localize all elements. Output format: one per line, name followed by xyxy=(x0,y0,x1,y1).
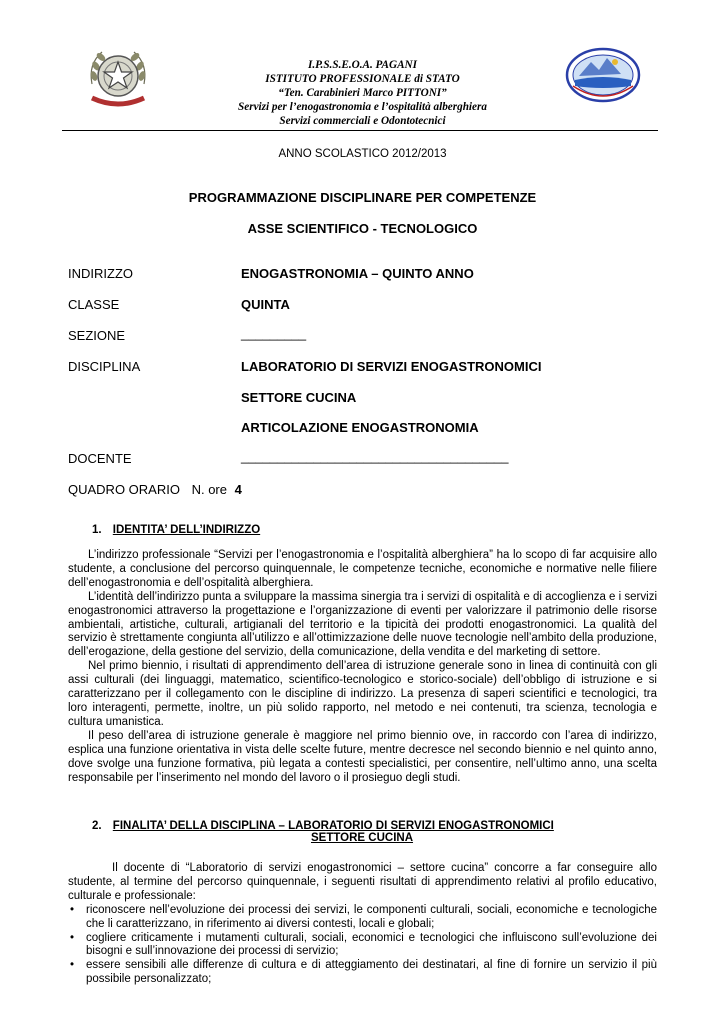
bullet-icon: • xyxy=(70,959,75,972)
section-1-number: 1. xyxy=(92,524,102,536)
section-1-heading xyxy=(92,524,260,536)
section-2-title: FINALITA’ DELLA DISCIPLINA – LABORATORIO DI SERVIZI ENOGASTRONOMICI xyxy=(112,820,554,832)
classe-value: QUINTA xyxy=(241,297,290,312)
header-rule xyxy=(62,130,658,131)
document-subtitle: ASSE SCIENTIFICO - TECNOLOGICO xyxy=(247,221,478,236)
paragraph: Il peso dell’area di istruzione generale è maggiore nel primo biennio ove, in raccordo con l’area di indirizzo, esplica una funzione orientativa in vista delle scelte future, mentre decresce nel secondo biennio e nel quinto anno, dove svolge una funzione formativa, più legata a contesti specialistici, per consentire, nell’ultimo anno, una scelta responsabile per l’inserimento nel mondo del lavoro o il prosieguo degli studi. xyxy=(68,729,657,784)
indirizzo-value: ENOGASTRONOMIA – QUINTO ANNO xyxy=(241,266,474,281)
header-line-1: I.P.S.S.E.O.A. PAGANI xyxy=(307,59,417,71)
list-item: • riconoscere nell’evoluzione dei processi dei servizi, le componenti culturali, sociali, economiche e tecnologiche che li caratterizzano, in riferimento ai diversi contesti, locali e globali; xyxy=(70,903,657,930)
paragraph: Nel primo biennio, i risultati di apprendimento dell’area di istruzione generale sono in linea di continuità con gli assi culturali (dei linguaggi, matematico, scientifico-tecnologico e storico-sociale) dell’obbligo di istruzione e si caratterizzano per il collegamento con le discipline di indirizzo. La presenza di saperi scientifici e tecnologici, tra loro interagenti, permette, inoltre, un più solido rapporto, nel metodo e nei contenuti, tra scienza, tecnologia e cultura umanistica. xyxy=(68,660,657,728)
paragraph: L’identità dell’indirizzo punta a sviluppare la massima sinergia tra i servizi di ospitalità e di accoglienza e i servizi enogastronomici attraverso la progettazione e l’organizzazione di eventi per valorizzare il patrimonio delle risorse ambientali, artistiche, culturali, artigianali del territorio e la tipicità dei prodotti enogastronomici. La qualità del servizio è strettamente congiunta all’utilizzo e all’ottimizzazione delle nuove tecnologie nell’ambito della produzione, dell’erogazione, della gestione del servizio, della comunicazione, della vendita e del marketing di settore. xyxy=(68,590,657,659)
quadro-orario-label: QUADRO ORARIO xyxy=(68,482,180,497)
indirizzo-label: INDIRIZZO xyxy=(68,266,133,281)
section-2-subtitle: SETTORE CUCINA xyxy=(310,832,414,844)
disciplina-label: DISCIPLINA xyxy=(68,359,141,374)
docente-label: DOCENTE xyxy=(68,451,132,466)
section-2-heading xyxy=(92,820,612,844)
document-title: PROGRAMMAZIONE DISCIPLINARE PER COMPETENZE xyxy=(188,190,537,205)
school-logo xyxy=(565,46,641,104)
settore-value: SETTORE CUCINA xyxy=(241,390,357,405)
header-line-3: “Ten. Carabinieri Marco PITTONI” xyxy=(278,87,447,99)
section-2-number: 2. xyxy=(92,820,102,832)
quadro-orario-value: 4 xyxy=(234,482,242,497)
quadro-orario-row xyxy=(68,482,242,497)
bullet-icon: • xyxy=(70,903,75,916)
header-line-2: ISTITUTO PROFESSIONALE di STATO xyxy=(265,73,460,85)
articolazione-value: ARTICOLAZIONE ENOGASTRONOMIA xyxy=(241,420,479,435)
sezione-value: _________ xyxy=(241,326,307,341)
bullet-icon: • xyxy=(70,931,75,944)
classe-label: CLASSE xyxy=(68,297,120,312)
paragraph: L’indirizzo professionale “Servizi per l’enogastronomia e l’ospitalità alberghiera” ha lo scopo di far acquisire allo studente, a conclusione del percorso quinquennale, le competenze tecniche, economiche e normative nelle filiere dell’enogastronomia e dell’ospitalità alberghiera. xyxy=(68,549,657,589)
sezione-label: SEZIONE xyxy=(68,328,126,343)
section-2-body xyxy=(68,862,657,987)
school-year: ANNO SCOLASTICO 2012/2013 xyxy=(278,148,447,160)
header-line-5: Servizi commerciali e Odontotecnici xyxy=(279,115,446,127)
school-header xyxy=(150,58,575,128)
docente-value: _____________________________________ xyxy=(241,449,509,464)
list-item: • essere sensibili alle differenze di cultura e di atteggiamento dei destinatari, al fine di fornire un servizio il più possibile personalizzato; xyxy=(70,959,657,986)
competence-list xyxy=(68,904,657,987)
section-2-intro: Il docente di “Laboratorio di servizi enogastronomici – settore cucina” concorre a far conseguire allo studente, al termine del percorso quinquennale, i seguenti risultati di apprendimento relativi al profilo educativo, culturale e professionale: xyxy=(68,862,657,902)
section-1-body xyxy=(68,549,657,785)
list-item: • cogliere criticamente i mutamenti culturali, sociali, economici e tecnologici che influiscono sull’evoluzione dei bisogni e sull’innovazione dei processi di servizio; xyxy=(70,931,657,958)
quadro-ore-label: N. ore xyxy=(191,482,227,497)
header-line-4: Servizi per l’enogastronomia e l’ospitalità alberghiera xyxy=(238,101,487,113)
repubblica-italiana-emblem xyxy=(82,42,154,114)
section-1-title: IDENTITA’ DELL’INDIRIZZO xyxy=(112,524,261,536)
disciplina-value: LABORATORIO DI SERVIZI ENOGASTRONOMICI xyxy=(241,359,542,374)
